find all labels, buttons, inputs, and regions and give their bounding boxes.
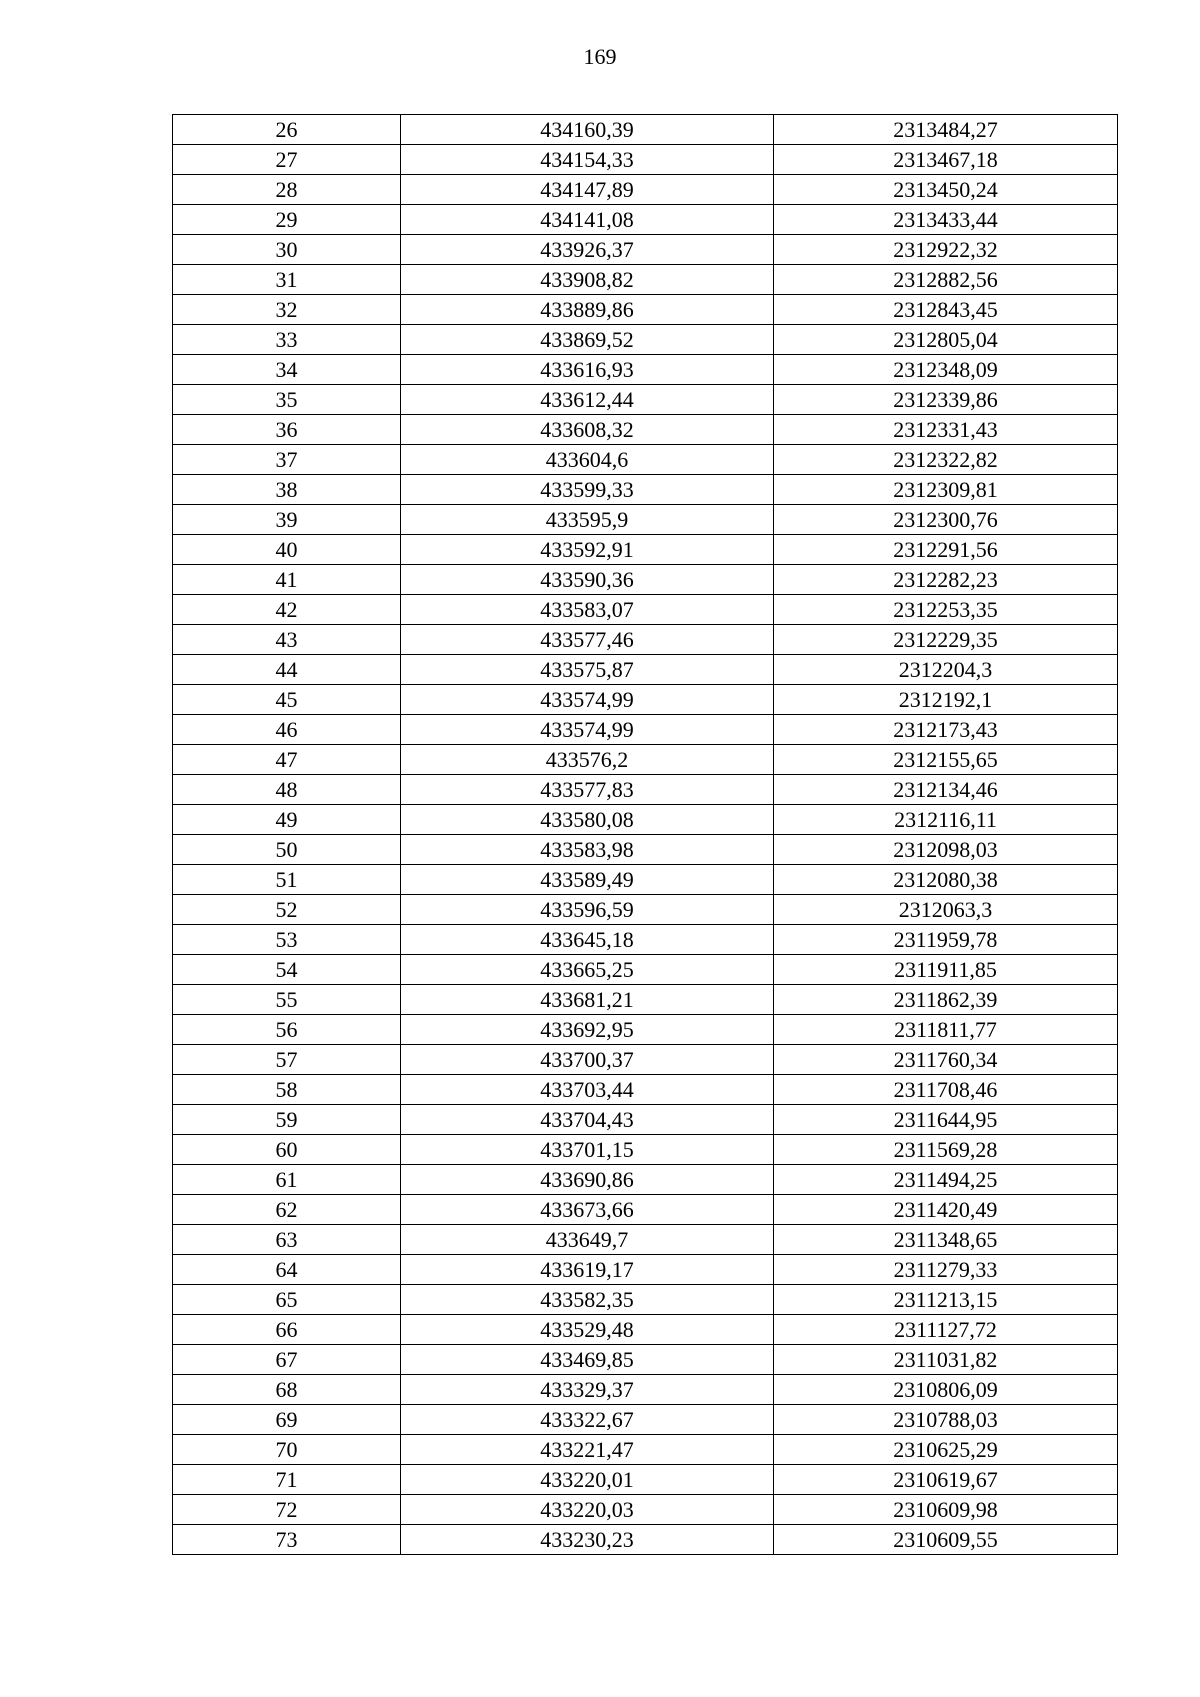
- y-coordinate-cell: 2312173,43: [774, 715, 1118, 745]
- x-coordinate-cell: 433582,35: [401, 1285, 774, 1315]
- x-coordinate-cell: 433665,25: [401, 955, 774, 985]
- point-number-cell: 61: [173, 1165, 401, 1195]
- y-coordinate-cell: 2312282,23: [774, 565, 1118, 595]
- table-row: [173, 805, 1118, 835]
- x-coordinate-cell: 433595,9: [401, 505, 774, 535]
- x-coordinate-cell: 433577,46: [401, 625, 774, 655]
- y-coordinate-cell: 2310788,03: [774, 1405, 1118, 1435]
- table-row: [173, 355, 1118, 385]
- table-row: [173, 775, 1118, 805]
- y-coordinate-cell: 2313484,27: [774, 115, 1118, 145]
- x-coordinate-cell: 433649,7: [401, 1225, 774, 1255]
- point-number-cell: 39: [173, 505, 401, 535]
- x-coordinate-cell: 434141,08: [401, 205, 774, 235]
- y-coordinate-cell: 2312331,43: [774, 415, 1118, 445]
- table-row: [173, 445, 1118, 475]
- y-coordinate-cell: 2313467,18: [774, 145, 1118, 175]
- point-number-cell: 73: [173, 1525, 401, 1555]
- y-coordinate-cell: 2312063,3: [774, 895, 1118, 925]
- y-coordinate-cell: 2311708,46: [774, 1075, 1118, 1105]
- point-number-cell: 48: [173, 775, 401, 805]
- x-coordinate-cell: 433690,86: [401, 1165, 774, 1195]
- y-coordinate-cell: 2311569,28: [774, 1135, 1118, 1165]
- x-coordinate-cell: 434160,39: [401, 115, 774, 145]
- point-number-cell: 70: [173, 1435, 401, 1465]
- x-coordinate-cell: 433608,32: [401, 415, 774, 445]
- x-coordinate-cell: 433580,08: [401, 805, 774, 835]
- y-coordinate-cell: 2311959,78: [774, 925, 1118, 955]
- table-row: [173, 1135, 1118, 1165]
- y-coordinate-cell: 2310806,09: [774, 1375, 1118, 1405]
- table-row: [173, 1315, 1118, 1345]
- table-row: [173, 1375, 1118, 1405]
- table-row: [173, 565, 1118, 595]
- table-row: [173, 205, 1118, 235]
- y-coordinate-cell: 2311031,82: [774, 1345, 1118, 1375]
- point-number-cell: 72: [173, 1495, 401, 1525]
- x-coordinate-cell: 433577,83: [401, 775, 774, 805]
- point-number-cell: 41: [173, 565, 401, 595]
- table-row: [173, 745, 1118, 775]
- table-row: [173, 1225, 1118, 1255]
- table-row: [173, 895, 1118, 925]
- point-number-cell: 36: [173, 415, 401, 445]
- point-number-cell: 64: [173, 1255, 401, 1285]
- table-row: [173, 685, 1118, 715]
- x-coordinate-cell: 434154,33: [401, 145, 774, 175]
- x-coordinate-cell: 433322,67: [401, 1405, 774, 1435]
- point-number-cell: 35: [173, 385, 401, 415]
- x-coordinate-cell: 433329,37: [401, 1375, 774, 1405]
- y-coordinate-cell: 2312116,11: [774, 805, 1118, 835]
- point-number-cell: 54: [173, 955, 401, 985]
- x-coordinate-cell: 433220,03: [401, 1495, 774, 1525]
- x-coordinate-cell: 433583,07: [401, 595, 774, 625]
- point-number-cell: 27: [173, 145, 401, 175]
- x-coordinate-cell: 433926,37: [401, 235, 774, 265]
- y-coordinate-cell: 2312882,56: [774, 265, 1118, 295]
- x-coordinate-cell: 433469,85: [401, 1345, 774, 1375]
- y-coordinate-cell: 2310619,67: [774, 1465, 1118, 1495]
- x-coordinate-cell: 433616,93: [401, 355, 774, 385]
- x-coordinate-cell: 434147,89: [401, 175, 774, 205]
- x-coordinate-cell: 433230,23: [401, 1525, 774, 1555]
- table-row: [173, 625, 1118, 655]
- x-coordinate-cell: 433592,91: [401, 535, 774, 565]
- x-coordinate-cell: 433908,82: [401, 265, 774, 295]
- point-number-cell: 52: [173, 895, 401, 925]
- x-coordinate-cell: 433673,66: [401, 1195, 774, 1225]
- point-number-cell: 51: [173, 865, 401, 895]
- x-coordinate-cell: 433869,52: [401, 325, 774, 355]
- point-number-cell: 67: [173, 1345, 401, 1375]
- page-number: 169: [583, 44, 617, 69]
- table-row: [173, 115, 1118, 145]
- table-row: [173, 595, 1118, 625]
- point-number-cell: 49: [173, 805, 401, 835]
- coordinates-table: [172, 114, 1118, 1555]
- point-number-cell: 59: [173, 1105, 401, 1135]
- point-number-cell: 46: [173, 715, 401, 745]
- table-row: [173, 1345, 1118, 1375]
- y-coordinate-cell: 2311862,39: [774, 985, 1118, 1015]
- x-coordinate-cell: 433681,21: [401, 985, 774, 1015]
- y-coordinate-cell: 2311760,34: [774, 1045, 1118, 1075]
- table-row: [173, 1165, 1118, 1195]
- table-row: [173, 1255, 1118, 1285]
- point-number-cell: 58: [173, 1075, 401, 1105]
- y-coordinate-cell: 2312339,86: [774, 385, 1118, 415]
- point-number-cell: 42: [173, 595, 401, 625]
- table-row: [173, 475, 1118, 505]
- y-coordinate-cell: 2310609,98: [774, 1495, 1118, 1525]
- point-number-cell: 47: [173, 745, 401, 775]
- x-coordinate-cell: 433619,17: [401, 1255, 774, 1285]
- y-coordinate-cell: 2311911,85: [774, 955, 1118, 985]
- x-coordinate-cell: 433703,44: [401, 1075, 774, 1105]
- point-number-cell: 50: [173, 835, 401, 865]
- point-number-cell: 69: [173, 1405, 401, 1435]
- x-coordinate-cell: 433701,15: [401, 1135, 774, 1165]
- table-row: [173, 145, 1118, 175]
- y-coordinate-cell: 2312922,32: [774, 235, 1118, 265]
- table-row: [173, 535, 1118, 565]
- table-row: [173, 235, 1118, 265]
- point-number-cell: 66: [173, 1315, 401, 1345]
- x-coordinate-cell: 433574,99: [401, 715, 774, 745]
- point-number-cell: 37: [173, 445, 401, 475]
- x-coordinate-cell: 433220,01: [401, 1465, 774, 1495]
- x-coordinate-cell: 433221,47: [401, 1435, 774, 1465]
- x-coordinate-cell: 433700,37: [401, 1045, 774, 1075]
- x-coordinate-cell: 433645,18: [401, 925, 774, 955]
- x-coordinate-cell: 433576,2: [401, 745, 774, 775]
- y-coordinate-cell: 2311420,49: [774, 1195, 1118, 1225]
- coordinates-table-body: [173, 115, 1118, 1555]
- x-coordinate-cell: 433612,44: [401, 385, 774, 415]
- point-number-cell: 44: [173, 655, 401, 685]
- y-coordinate-cell: 2313450,24: [774, 175, 1118, 205]
- point-number-cell: 71: [173, 1465, 401, 1495]
- y-coordinate-cell: 2311811,77: [774, 1015, 1118, 1045]
- table-row: [173, 295, 1118, 325]
- x-coordinate-cell: 433704,43: [401, 1105, 774, 1135]
- point-number-cell: 63: [173, 1225, 401, 1255]
- point-number-cell: 57: [173, 1045, 401, 1075]
- y-coordinate-cell: 2312843,45: [774, 295, 1118, 325]
- y-coordinate-cell: 2312192,1: [774, 685, 1118, 715]
- table-row: [173, 1525, 1118, 1555]
- y-coordinate-cell: 2312134,46: [774, 775, 1118, 805]
- point-number-cell: 26: [173, 115, 401, 145]
- y-coordinate-cell: 2311494,25: [774, 1165, 1118, 1195]
- table-row: [173, 1195, 1118, 1225]
- point-number-cell: 53: [173, 925, 401, 955]
- y-coordinate-cell: 2310609,55: [774, 1525, 1118, 1555]
- point-number-cell: 34: [173, 355, 401, 385]
- y-coordinate-cell: 2312291,56: [774, 535, 1118, 565]
- y-coordinate-cell: 2310625,29: [774, 1435, 1118, 1465]
- x-coordinate-cell: 433590,36: [401, 565, 774, 595]
- y-coordinate-cell: 2312080,38: [774, 865, 1118, 895]
- y-coordinate-cell: 2312204,3: [774, 655, 1118, 685]
- table-row: [173, 265, 1118, 295]
- x-coordinate-cell: 433889,86: [401, 295, 774, 325]
- point-number-cell: 56: [173, 1015, 401, 1045]
- table-row: [173, 955, 1118, 985]
- table-row: [173, 865, 1118, 895]
- x-coordinate-cell: 433599,33: [401, 475, 774, 505]
- y-coordinate-cell: 2312805,04: [774, 325, 1118, 355]
- y-coordinate-cell: 2312309,81: [774, 475, 1118, 505]
- table-row: [173, 1465, 1118, 1495]
- point-number-cell: 40: [173, 535, 401, 565]
- table-row: [173, 1075, 1118, 1105]
- point-number-cell: 43: [173, 625, 401, 655]
- y-coordinate-cell: 2311644,95: [774, 1105, 1118, 1135]
- y-coordinate-cell: 2311127,72: [774, 1315, 1118, 1345]
- table-row: [173, 175, 1118, 205]
- table-row: [173, 1045, 1118, 1075]
- y-coordinate-cell: 2312300,76: [774, 505, 1118, 535]
- table-row: [173, 985, 1118, 1015]
- point-number-cell: 45: [173, 685, 401, 715]
- x-coordinate-cell: 433529,48: [401, 1315, 774, 1345]
- table-row: [173, 925, 1118, 955]
- table-row: [173, 1435, 1118, 1465]
- point-number-cell: 30: [173, 235, 401, 265]
- point-number-cell: 28: [173, 175, 401, 205]
- point-number-cell: 31: [173, 265, 401, 295]
- point-number-cell: 38: [173, 475, 401, 505]
- y-coordinate-cell: 2311213,15: [774, 1285, 1118, 1315]
- x-coordinate-cell: 433575,87: [401, 655, 774, 685]
- y-coordinate-cell: 2312348,09: [774, 355, 1118, 385]
- y-coordinate-cell: 2312098,03: [774, 835, 1118, 865]
- y-coordinate-cell: 2312229,35: [774, 625, 1118, 655]
- point-number-cell: 68: [173, 1375, 401, 1405]
- table-row: [173, 1015, 1118, 1045]
- table-row: [173, 715, 1118, 745]
- y-coordinate-cell: 2312253,35: [774, 595, 1118, 625]
- x-coordinate-cell: 433589,49: [401, 865, 774, 895]
- table-row: [173, 505, 1118, 535]
- x-coordinate-cell: 433692,95: [401, 1015, 774, 1045]
- x-coordinate-cell: 433574,99: [401, 685, 774, 715]
- y-coordinate-cell: 2311279,33: [774, 1255, 1118, 1285]
- table-row: [173, 325, 1118, 355]
- x-coordinate-cell: 433596,59: [401, 895, 774, 925]
- point-number-cell: 29: [173, 205, 401, 235]
- point-number-cell: 32: [173, 295, 401, 325]
- y-coordinate-cell: 2311348,65: [774, 1225, 1118, 1255]
- table-row: [173, 835, 1118, 865]
- point-number-cell: 33: [173, 325, 401, 355]
- table-row: [173, 415, 1118, 445]
- point-number-cell: 62: [173, 1195, 401, 1225]
- table-row: [173, 1495, 1118, 1525]
- point-number-cell: 65: [173, 1285, 401, 1315]
- table-row: [173, 385, 1118, 415]
- table-row: [173, 1405, 1118, 1435]
- table-row: [173, 1105, 1118, 1135]
- point-number-cell: 60: [173, 1135, 401, 1165]
- x-coordinate-cell: 433604,6: [401, 445, 774, 475]
- table-row: [173, 1285, 1118, 1315]
- x-coordinate-cell: 433583,98: [401, 835, 774, 865]
- y-coordinate-cell: 2312322,82: [774, 445, 1118, 475]
- point-number-cell: 55: [173, 985, 401, 1015]
- y-coordinate-cell: 2313433,44: [774, 205, 1118, 235]
- table-row: [173, 655, 1118, 685]
- y-coordinate-cell: 2312155,65: [774, 745, 1118, 775]
